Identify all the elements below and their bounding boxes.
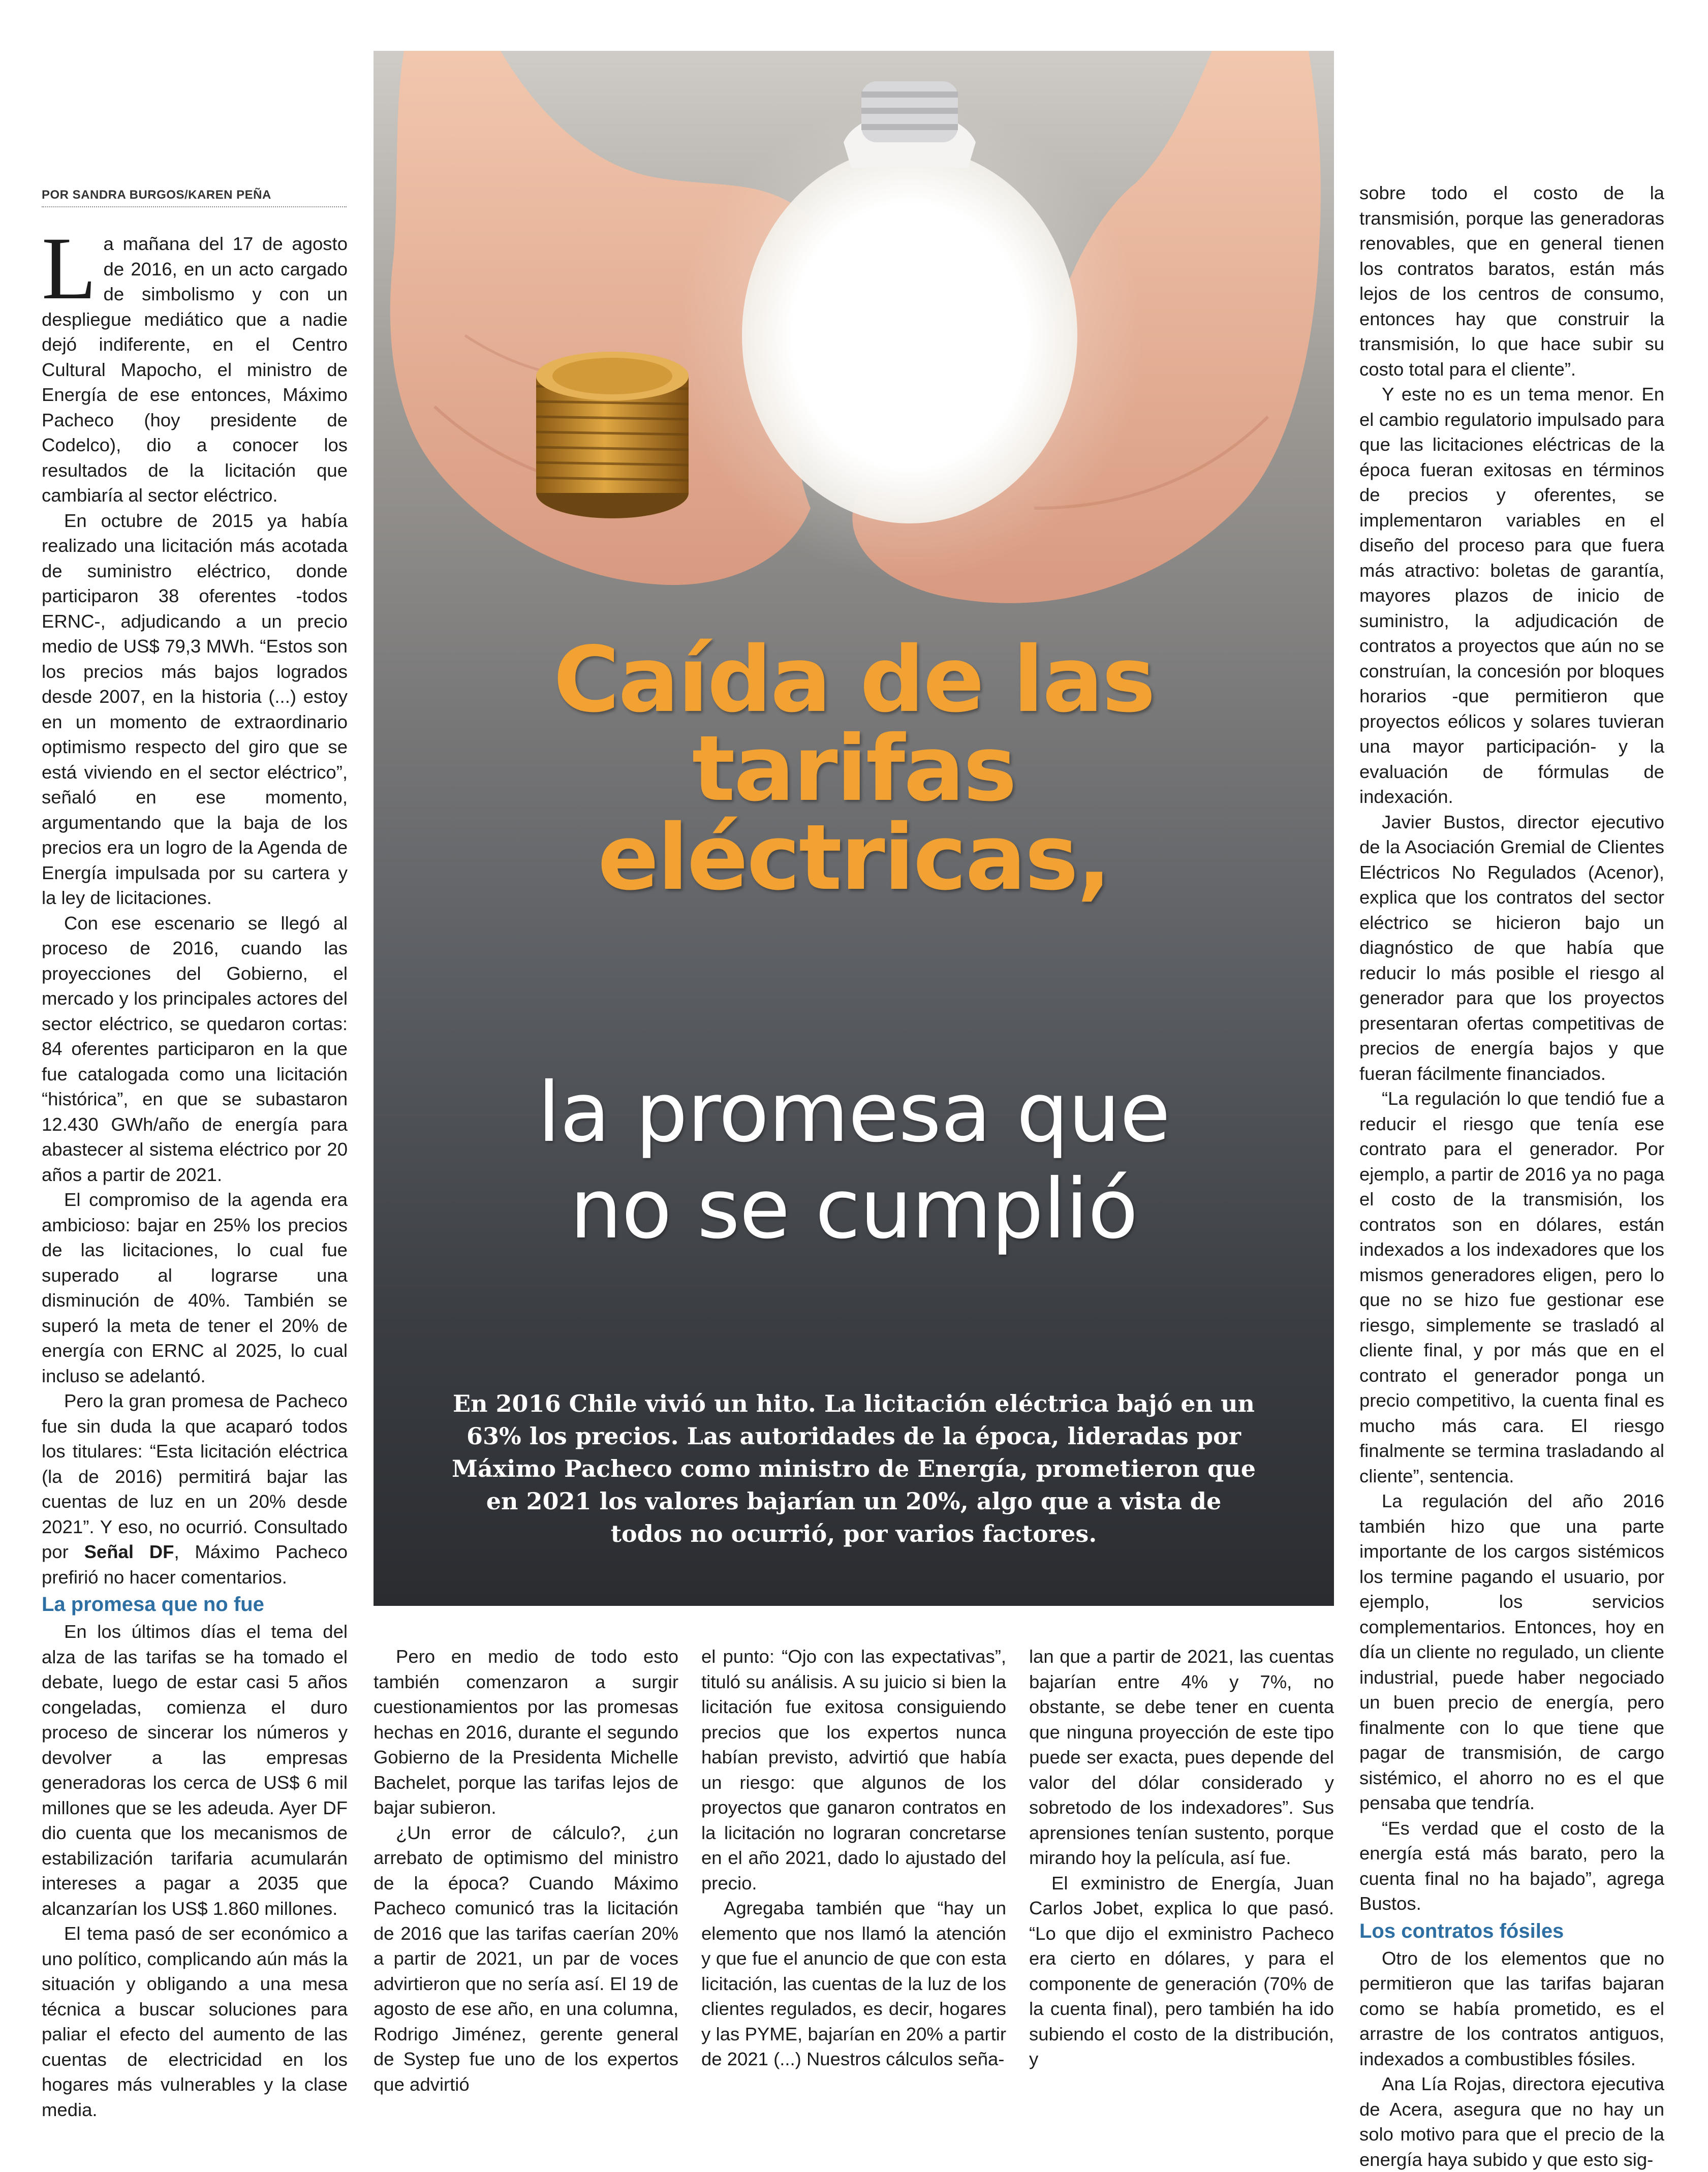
column-3 xyxy=(701,1644,1006,2072)
lead-paragraph xyxy=(42,219,348,508)
hero-photo xyxy=(374,51,1334,1606)
col1-p7: El tema pasó de ser económico a uno político, complicando aún más la situación y obligando a una mesa técnica a buscar soluciones para paliar el efecto del aumento de las cuentas de electricidad en los hogares más vulnerables y la clase media. xyxy=(42,1923,348,2120)
col1-p3: Con ese escenario se llegó al proceso de 2016, cuando las proyecciones del Gobierno, el mercado y los principales actores del sector eléctrico, se quedaron cortas: 84 oferentes participaron en la que fue catalogada como una licitación “histórica”, en que se subastaron 12.430 GWh/año de energía para abastecer al sistema eléctrico por 20 años a partir de 2021. xyxy=(42,912,348,1185)
dropcap: L xyxy=(42,219,97,318)
col5-p6: “Es verdad que el costo de la energía está más barato, pero la cuenta final no ha bajado”, agrega Bustos. xyxy=(1359,1817,1664,1914)
col5-p8: Ana Lía Rojas, directora ejecutiva de Acera, asegura que no hay un solo motivo para que el precio de la energía haya subido y que esto sig- xyxy=(1359,2073,1664,2170)
col5-p4: “La regulación lo que tendió fue a reducir el riesgo que tenía ese contrato para el generador. Por ejemplo, a partir de 2016 ya no paga el costo de la transmisión, los contratos son en dólares, están indexados a los indexadores que los mismos generadores eligen, pero lo que no se hizo fue gestionar ese riesgo, simplemente se trasladó al cliente final, y por más que en el contrato el generador ponga un precio competitivo, la cuenta final es mucho más cara. El riesgo finalmente se termina trasladando al cliente”, sentencia. xyxy=(1359,1088,1664,1486)
headline-line-1: Caída de las xyxy=(553,627,1155,732)
col1-p4: El compromiso de la agenda era ambicioso: bajar en 25% los precios de las licitaciones, lo cual fue superado al lograrse una disminución de 40%. También se superó la meta de tener el 20% de energía con ERNC al 2025, lo cual incluso se adelantó. xyxy=(42,1189,348,1386)
column-4 xyxy=(1029,1644,1334,2072)
senal-df-ref: Señal DF xyxy=(84,1541,174,1562)
column-1 xyxy=(42,219,348,2122)
col2-p2: ¿Un error de cálculo?, ¿un arrebato de optimismo del ministro de la época? Cuando Máximo Pacheco comunicó tras la licitación de 2016 que las tarifas caerían 20% a partir de 2021, un par de voces advirtieron que no sería así. El 19 de agosto de ese año, en una columna, Rodrigo Jiménez, gerente general de Systep fue uno de los expertos que advirtió xyxy=(374,1822,678,2095)
headline-line-2: tarifas xyxy=(692,716,1016,821)
col1-p5-a: Pero la gran promesa de Pacheco fue sin duda la que acaparó todos los titulares: “Esta licitación eléctrica (la de 2016) permitirá bajar las cuentas de luz en un 20% desde 2021”. Y eso, no ocurrió. Consultado por xyxy=(42,1390,348,1562)
coin-stack xyxy=(536,352,689,518)
subhead-contratos-fosiles: Los contratos fósiles xyxy=(1359,1919,1564,1942)
headline-orange xyxy=(374,627,1334,910)
col1-p6: En los últimos días el tema del alza de las tarifas se ha tomado el debate, luego de estar casi 5 años congeladas, comienza el duro proceso de sincerar los números y devolver a las empresas generadoras los cerca de US$ 6 mil millones que se les adeuda. Ayer DF dio cuenta que los mecanismos de estabilización tarifaria acumularán intereses a pagar a 2035 que alcanzarían los US$ 1.860 millones. xyxy=(42,1621,348,1919)
deck-summary: En 2016 Chile vivió un hito. La licitación eléctrica bajó en un 63% los precios. Las autoridades de la época, lideradas por Máximo Pacheco como ministro de Energía, prometieron que en 2021 los valores bajarían un 20%, algo que a vista de todos no ocurrió, por varios factores. xyxy=(452,1390,1256,1547)
col1-p5-c: , Máximo Pacheco prefirió no hacer comentarios. xyxy=(42,1541,348,1588)
headline-line-3: eléctricas, xyxy=(597,805,1110,910)
col4-p1: lan que a partir de 2021, las cuentas bajarían entre 4% y 7%, no obstante, se debe tener en cuenta que ninguna proyección de este tipo puede ser exacta, pues depende del valor del dólar considerado y sobretodo de los indexadores”. Sus aprensiones tenían sustento, porque mirando hoy la película, así fue. xyxy=(1029,1646,1334,1868)
col1-p1-text: a mañana del 17 de agosto de 2016, en un acto cargado de simbolismo y con un despliegue mediático que a nadie dejó indiferente, en el Centro Cultural Mapocho, el ministro de Energía de ese entonces, Máximo Pacheco (hoy presidente de Codelco), dio a conocer los resultados de la licitación que cambiaría al sector eléctrico. xyxy=(42,233,348,506)
headline-white xyxy=(374,1065,1334,1258)
headline-line-4: la promesa que xyxy=(537,1065,1170,1161)
col4-p2: El exministro de Energía, Juan Carlos Jobet, explica lo que pasó. “Lo que dijo el exministro Pacheco era cierto en dólares, y para el componente de generación (70% de la cuenta final), pero también ha ido subiendo el costo de la distribución, y xyxy=(1029,1872,1334,2069)
col3-p2: Agregaba también que “hay un elemento que nos llamó la atención y que fue el anuncio de que con esta licitación, las cuentas de la luz de los clientes regulados, es decir, hogares y las PYME, bajarían en 20% a partir de 2021 (...) Nuestros cálculos seña- xyxy=(701,1898,1006,2069)
col5-p1: sobre todo el costo de la transmisión, porque las generadoras renovables, que en general tienen los contratos baratos, están más lejos de los centros de consumo, entonces hay que construir la transmisión, lo que hace subir su costo total para el cliente”. xyxy=(1359,182,1664,380)
col2-p1: Pero en medio de todo esto también comenzaron a surgir cuestionamientos por las promesas hechas en 2016, durante el segundo Gobierno de la Presidenta Michelle Bachelet, porque las tarifas lejos de bajar subieron. xyxy=(374,1646,678,1818)
col1-p5 xyxy=(42,1388,348,1590)
light-bulb xyxy=(742,147,1077,523)
byline: POR SANDRA BURGOS/KAREN PEÑA xyxy=(42,188,347,207)
subhead-la-promesa: La promesa que no fue xyxy=(42,1593,264,1616)
col3-p1: el punto: “Ojo con las expectativas”, tituló su análisis. A su juicio si bien la licitación fue exitosa consiguiendo precios que los expertos nunca habían previsto, advirtió que había un riesgo: que algunos de los proyectos que ganaron contratos en la licitación no lograran concretarse en el año 2021, dado lo ajustado del precio. xyxy=(701,1646,1006,1894)
column-5 xyxy=(1359,180,1664,2172)
col5-p3: Javier Bustos, director ejecutivo de la Asociación Gremial de Clientes Eléctricos No Regulados (Acenor), explica que los contratos del sector eléctrico se hicieron bajo un diagnóstico de que había que reducir lo más posible el riesgo al generador para que los proyectos presentaran ofertas competitivas de precios de energía bajos y que fueran fácilmente financiados. xyxy=(1359,811,1664,1084)
col5-p5: La regulación del año 2016 también hizo que una parte importante de los cargos sistémicos los termine pagando el usuario, por ejemplo, los servicios complementarios. Entonces, hoy en día un cliente no regulado, un cliente industrial, puede haber negociado un buen precio de energía, pero finalmente con lo que tiene que pagar de transmisión, de cargo sistémico, el ahorro no es el que pensaba que tendría. xyxy=(1359,1491,1664,1813)
col5-p7: Otro de los elementos que no permitieron que las tarifas bajaran como se había prometido, es el arrastre de los contratos antiguos, indexados a combustibles fósiles. xyxy=(1359,1947,1664,2069)
col1-p2: En octubre de 2015 ya había realizado una licitación más acotada de suministro eléctrico, donde participaron 38 oferentes -todos ERNC-, adjudicando a un precio medio de US$ 79,3 MWh. “Estos son los precios más bajos logrados desde 2007, en la historia (...) estoy en un momento de extraordinario optimismo respecto del giro que se está viviendo en el sector eléctrico”, señaló en ese momento, argumentando que la baja de los precios era un logro de la Agenda de Energía impulsada por su cartera y la ley de licitaciones. xyxy=(42,510,348,908)
col5-p2: Y este no es un tema menor. En el cambio regulatorio impulsado para que las licitaciones eléctricas de la época fueran exitosas en términos de precios y oferentes, se implementaron variables en el diseño del proceso para que fuera más atractivo: boletas de garantía, mayores plazos de inicio de suministro, la adjudicación de contratos a proyectos que aún no se construían, la concesión por bloques horarios -que permitieron que proyectos eólicos y solares tuvieran una mayor participación- y la evaluación de fórmulas de indexación. xyxy=(1359,384,1664,807)
headline-line-5: no se cumplió xyxy=(570,1162,1138,1257)
column-2 xyxy=(374,1644,678,2097)
